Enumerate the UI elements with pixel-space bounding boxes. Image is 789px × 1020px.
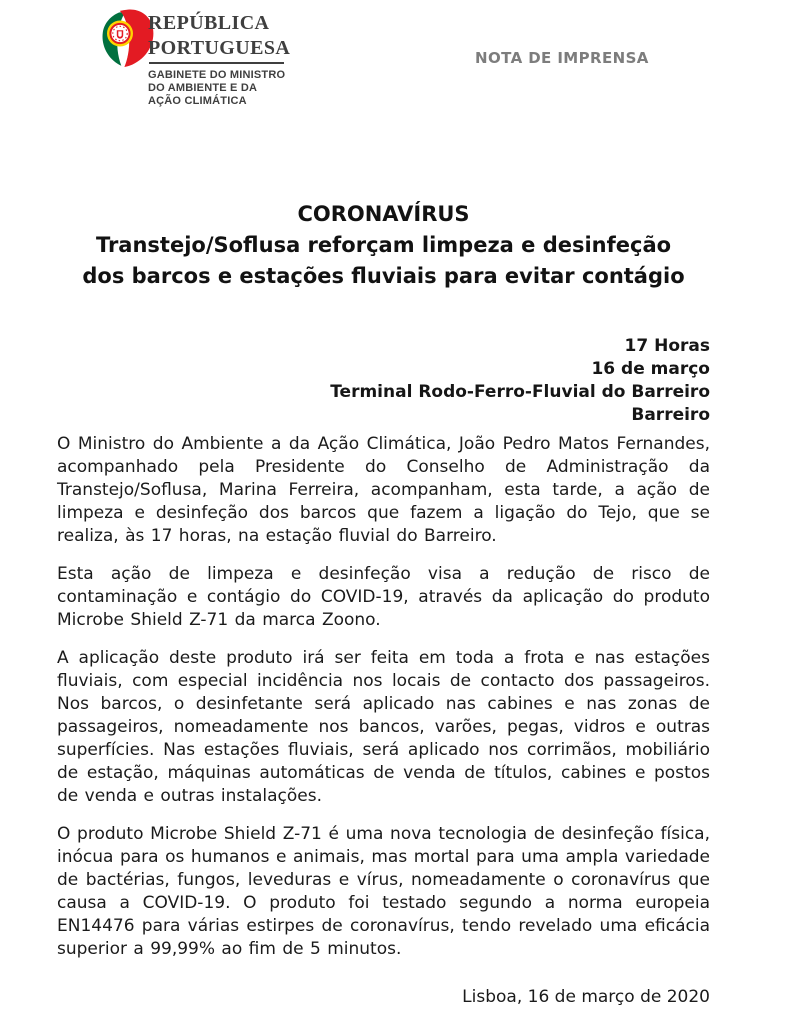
event-time: 17 Horas	[624, 336, 710, 356]
event-details	[57, 335, 710, 427]
department-line: DO AMBIENTE E DA	[148, 82, 258, 94]
brand-name-line1: REPÚBLICA	[148, 12, 270, 34]
paragraph: A aplicação deste produto irá ser feita em toda a frota e nas estações fluviais, com especial incidência nos locais de contacto dos passageiros. Nos barcos, o desinfetante será aplicado nas cabines e nas zonas de passageiros, nomeadamente nos bancos, varões, pegas, vidros e outras superfícies. Nas estações fluviais, será aplicado nos corrimãos, mobiliário de estação, máquinas automáticas de venda de títulos, cabines e postos de venda e outras instalações.	[57, 648, 710, 806]
title-line1: CORONAVÍRUS	[297, 202, 470, 226]
paragraph: Esta ação de limpeza e desinfeção visa a redução de risco de contaminação e contágio do COVID-19, através da aplicação do produto Microbe Shield Z-71 da marca Zoono.	[57, 564, 710, 630]
event-city: Barreiro	[631, 405, 710, 425]
title-line2: Transtejo/Soflusa reforçam limpeza e desinfeção	[95, 233, 672, 257]
department-line: AÇÃO CLIMÁTICA	[148, 95, 247, 107]
event-date: 16 de março	[591, 359, 710, 379]
department-line: GABINETE DO MINISTRO	[148, 69, 286, 81]
document-type-label: NOTA DE IMPRENSA	[475, 49, 649, 67]
dateline: Lisboa, 16 de março de 2020	[462, 987, 710, 1007]
event-venue: Terminal Rodo-Ferro-Fluvial do Barreiro	[330, 382, 710, 402]
document-title	[57, 199, 710, 292]
paragraph: O produto Microbe Shield Z-71 é uma nova tecnologia de desinfeção física, inócua para os humanos e animais, mas mortal para uma ampla variedade de bactérias, fungos, leveduras e vírus, nomeadamente o coronavírus que causa a COVID-19. O produto foi testado segundo a norma europeia EN14476 para várias estirpes de coronavírus, tendo revelado uma eficácia superior a 99,99% ao fim de 5 minutos.	[57, 824, 710, 959]
document-content	[57, 0, 710, 1007]
brand-name-line2: PORTUGUESA	[148, 37, 291, 59]
paragraph: O Ministro do Ambiente a da Ação Climática, João Pedro Matos Fernandes, acompanhado pela Presidente do Conselho de Administração da Transtejo/Soflusa, Marina Ferreira, acompanham, esta tarde, a ação de limpeza e desinfeção dos barcos que fazem a ligação do Tejo, que se realiza, às 17 horas, na estação fluvial do Barreiro.	[57, 434, 710, 546]
body-text	[57, 433, 710, 961]
title-line3: dos barcos e estações fluviais para evitar contágio	[82, 264, 685, 288]
